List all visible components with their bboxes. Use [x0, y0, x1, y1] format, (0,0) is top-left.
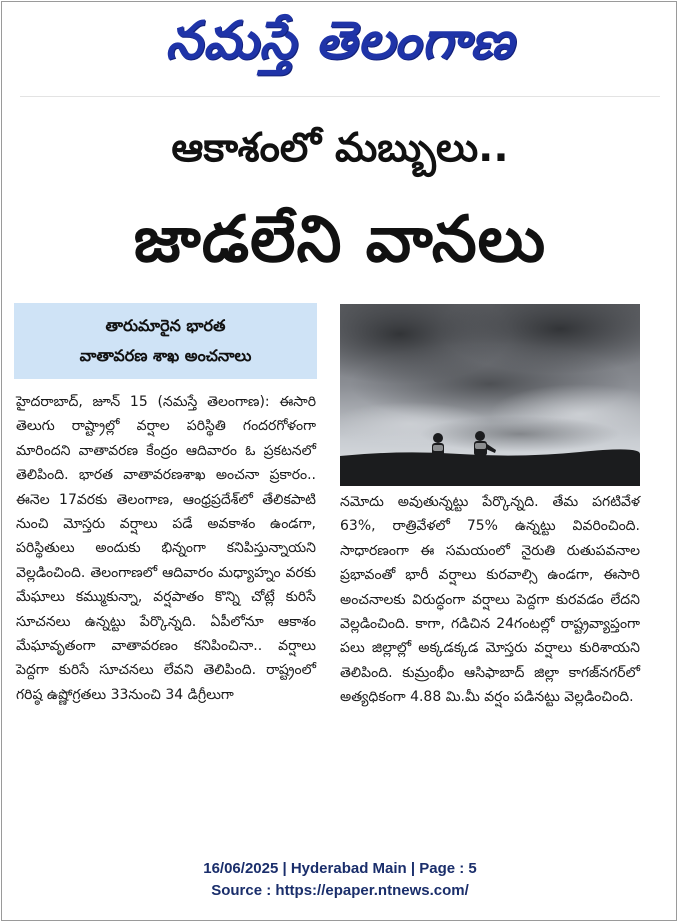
newspaper-logo: నమస్తే తెలంగాణ	[165, 11, 515, 71]
article-left-column	[16, 390, 316, 707]
article-text-right: నమోదు అవుతున్నట్టు పేర్కొన్నది. తేమ పగటివేళ 63%, రాత్రివేళలో 75% ఉన్నట్టు వివరించింది. సాధారణంగా ఈ సమయంలో నైరుతి రుతుపవనాల ప్రభావంతో భారీ వర్షాలు కురవాల్సి ఉండగా, ఈసారి అంచనాలకు విరుద్ధంగా వర్షాలు పెద్దగా కురవడం లేదని వెల్లడించింది. కాగా, గడిచిన 24గంటల్లో రాష్ట్రవ్యాప్తంగా పలు జిల్లాల్లో అక్కడక్కడ మోస్తరు వర్షాలు కురిశాయని తెలిపింది. కుమ్రంభీం ఆసిఫాబాద్ జిల్లా కాగజ్‌నగర్‌లో అత్యధికంగా 4.88 మి.మీ వర్షం పడినట్టు వెల్లడించింది.	[340, 494, 640, 706]
article-text-left: హైదరాబాద్, జూన్ 15 (నమస్తే తెలంగాణ): ఈసారి తెలుగు రాష్ట్రాల్లో వర్షాల పరిస్థితి గందరగోళంగా మారిందని వాతావరణ కేంద్రం ఆదివారం ఓ ప్రకటనలో తెలిపింది. భారత వాతావరణశాఖ అంచనా ప్రకారం.. ఈనెల 17వరకు తెలంగాణ, ఆంధ్రప్రదేశ్‌లో తేలికపాటి నుంచి మోస్తరు వర్షాలు పడే అవకాశం ఉండగా, పరిస్థితులు అందుకు భిన్నంగా కనిపిస్తున్నాయని వెల్లడించింది. తెలంగాణలో ఆదివారం మధ్యాహ్నం వరకు మేఘాలు కమ్ముకున్నా, వర్షపాతం కొన్ని చోట్లే కురిసే సూచనలు ఉన్నట్టు పేర్కొన్నది. ఏపీలోనూ ఆకాశం మేఘావృతంగా వాతావరణం కనిపించినా.. వర్షాలు పెద్దగా కురిసే సూచనలు లేవని తెలిపింది. రాష్ట్రంలో గరిష్ఠ ఉష్ణోగ్రతలు 33నుంచి 34 డిగ్రీలుగా	[16, 394, 316, 703]
headline-line-1: ఆకాశంలో మబ్బులు..	[171, 125, 509, 171]
subheading-line-1: తారుమారైన భారత	[105, 316, 226, 335]
headline-line-2: జాడలేని వానలు	[133, 203, 547, 277]
page-footer	[0, 858, 680, 902]
article-right-column	[340, 490, 640, 710]
subheading-line-2: వాతావరణ శాఖ అంచనాలు	[79, 346, 252, 365]
article-photo	[340, 304, 640, 486]
subheading-box	[14, 303, 317, 379]
edition-info: 16/06/2025 | Hyderabad Main | Page : 5	[203, 860, 477, 877]
source-link[interactable]: Source : https://epaper.ntnews.com/	[211, 882, 469, 899]
masthead	[0, 0, 680, 88]
masthead-divider	[20, 96, 660, 97]
cloudy-sky-photo	[340, 304, 640, 486]
